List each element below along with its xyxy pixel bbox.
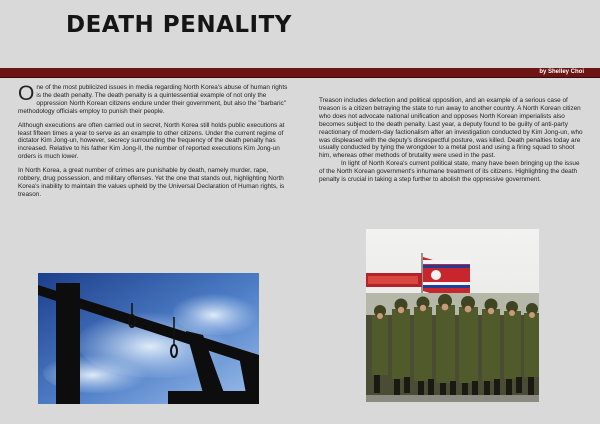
byline: by Shelley Choi [539,69,584,75]
gallows-illustration [38,273,259,404]
left-column [18,84,288,205]
paragraph-5-text: In light of North Korea's current political state, many have been bringing up the issue of the North Korean government's inhumane treatment of its citizens. Highlighting the death penalty is crucial in taking a step further to abolish the oppressive government. [319,160,580,184]
gallows-photo [38,273,259,404]
parade-illustration [366,229,539,402]
paragraph-5 [319,160,585,184]
paragraph-1-text: ne of the most publicized issues in media regarding North Korea's abuse of human rights is the death penalty. The death penalty is a quintessential example of not only the oppression North Korean citizens endure under their government, but also the "barbaric" methodology officials employ to punish their people. [18,84,288,115]
paragraph-1 [18,84,288,116]
soldiers-parade-photo [366,229,539,402]
article-title: DEATH PENALITY [66,12,292,38]
title-band-rule [0,77,600,78]
paragraph-4: Treason includes defection and political opposition, and an example of a serious case of treason is a citizen betraying the state to run away to another country. A North Korean citizen who does not advocate national unification and opposes North Korean imperialists also becomes subject to the death penalty. Last year, a deputy found to be guilty of anti-party reactionary of modern-day factionalism after an investigation conducted by Kim Jong-un, who was displeased with the deputy's disrespectful posture, was killed. Death penalties today are usually conducted by tying the wrongdoer to a metal post and using a firing squad to shoot him, whereas other methods of brutality were used in the past. [319,97,583,160]
paragraph-2: Although executions are often carried out in secret, North Korea still holds public executions at least fifteen times a year to serve as an example to other citizens. Under the current regime of dictator Kim Jong-un, however, secrecy surrounding the frequency of the death penalty has increased. Relative to his father Kim Jong-Il, the number of reported executions Kim Jong-un orders is much lower. [18,121,285,161]
title-band [0,68,600,77]
drop-cap: O [18,82,35,105]
right-column [319,97,585,190]
paragraph-3: In North Korea, a great number of crimes are punishable by death, namely murder, rape, robbery, drug possession, and military offenses. Yet the one that stands out, highlighting North Korea's inability to maintain the values upheld by the Universal Declaration of Human rights, is treason. [18,167,285,198]
